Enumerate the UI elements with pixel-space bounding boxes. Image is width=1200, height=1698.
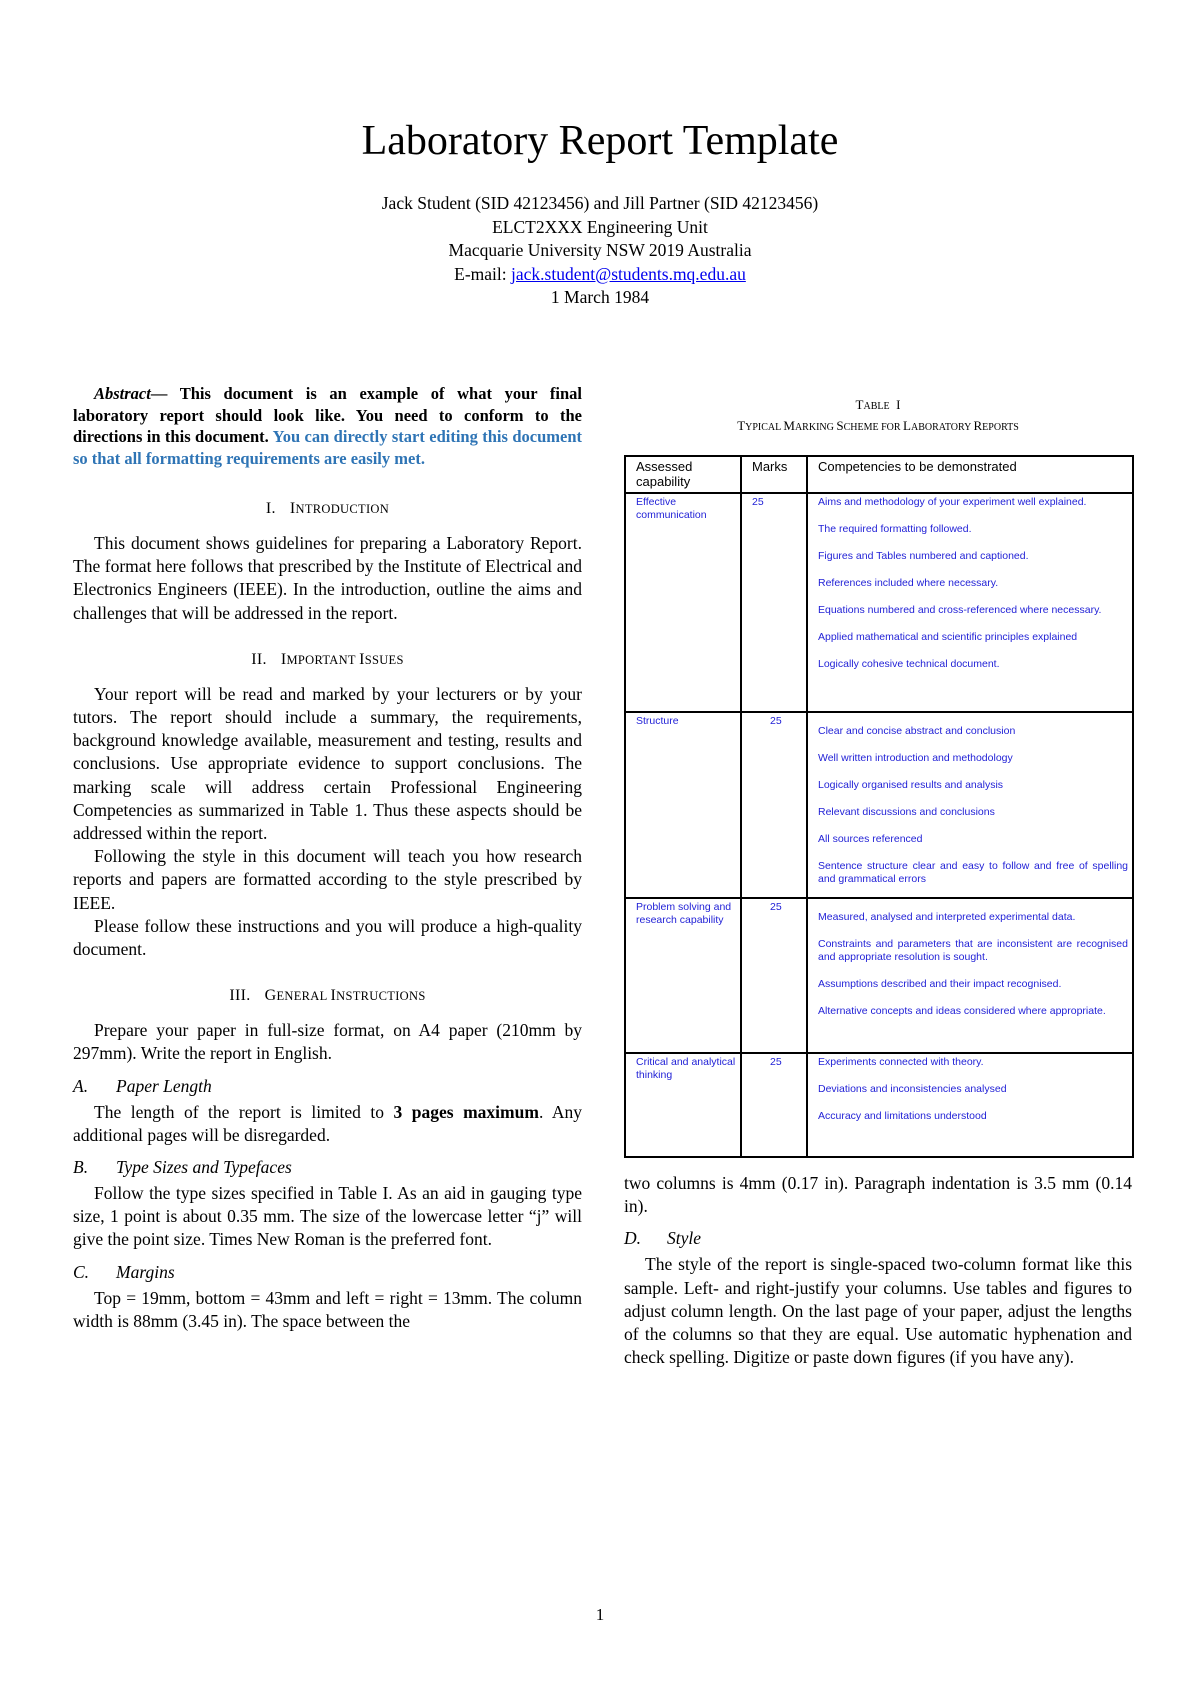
- document-title: Laboratory Report Template: [361, 118, 839, 164]
- table-row: [625, 898, 1133, 1053]
- header-assessed-capability: Assessed capability: [625, 456, 741, 493]
- competency-item: Accuracy and limitations understood: [818, 1110, 987, 1122]
- subheading-margins: C. Margins: [73, 1261, 175, 1282]
- capability-cell: Structure: [625, 712, 741, 898]
- abstract: [73, 383, 582, 469]
- subheading-style: D. Style: [624, 1228, 702, 1249]
- margins-paragraph-start: Top = 19mm, bottom = 43mm and left = right = 13mm. The column width is 88mm (3.45 in). The space between the: [73, 1287, 582, 1331]
- competencies-cell: [807, 898, 1133, 1053]
- competency-item: All sources referenced: [818, 833, 923, 845]
- competency-item: Measured, analysed and interpreted experimental data.: [818, 911, 1076, 923]
- author-names: Jack Student (SID 42123456) and Jill Partner (SID 42123456): [381, 193, 819, 213]
- capability-cell: Problem solving and research capability: [625, 898, 741, 1053]
- marking-scheme-table: [624, 455, 1134, 1158]
- competency-item: The required formatting followed.: [818, 523, 972, 535]
- section-heading-issues: II. IMPORTANT ISSUES: [251, 650, 404, 668]
- table-row: [625, 1053, 1133, 1157]
- header-competencies: Competencies to be demonstrated: [807, 456, 1133, 493]
- style-paragraph: The style of the report is single-spaced two-column format like this sample. Left- and right-justify your columns. Use tables and figures to adjust column length. On the last page of your paper, adjust the lengths of the columns so that they are equal. Use automatic hyphenation and check spelling. Digitize or paste down figures (if you have any).: [624, 1254, 1132, 1368]
- abstract-highlight: You can directly start editing this document so that all formatting requirements are easily met.: [73, 427, 582, 468]
- issues-paragraph-2: Following the style in this document will teach you how research reports and papers are formatted according to the style prescribed by IEEE.: [73, 846, 582, 913]
- table-row: [625, 493, 1133, 712]
- marks-cell: 25: [741, 712, 807, 898]
- competency-item: Constraints and parameters that are inconsistent are recognised and appropriate resolution is sought.: [818, 938, 1128, 963]
- issues-paragraph-1: Your report will be read and marked by your lecturers or by your tutors. The report should include a summary, the requirements, background knowledge available, measurement and testing, results and conclusions. Use appropriate evidence to support conclusions. The marking scale will address certain Professional Engineering Competencies as summarized in Table 1. Thus these aspects should be addressed within the report.: [73, 683, 582, 844]
- header-marks: Marks: [741, 456, 807, 493]
- competency-item: References included where necessary.: [818, 577, 999, 589]
- affiliation: Macquarie University NSW 2019 Australia: [448, 240, 752, 260]
- subheading-type-sizes: B. Type Sizes and Typefaces: [73, 1157, 292, 1178]
- competency-item: Well written introduction and methodology: [818, 752, 1013, 764]
- competency-item: Experiments connected with theory.: [818, 1056, 984, 1068]
- abstract-text: This document is an example of what your final laboratory report should look like. You need to conform to the directions in this document.: [73, 384, 583, 446]
- competency-item: Figures and Tables numbered and captioned.: [818, 550, 1029, 562]
- page-limit-bold: 3 pages maximum: [393, 1101, 539, 1122]
- issues-paragraph-3: Please follow these instructions and you will produce a high-quality document.: [73, 915, 582, 960]
- author-block: [0, 192, 1200, 310]
- competency-item: Clear and concise abstract and conclusion: [818, 725, 1016, 737]
- email-line: [0, 263, 1200, 287]
- competency-item: Equations numbered and cross-referenced where necessary.: [818, 604, 1102, 616]
- competencies-cell: [807, 712, 1133, 898]
- margins-paragraph-continued: two columns is 4mm (0.17 in). Paragraph indentation is 3.5 mm (0.14 in).: [624, 1173, 1132, 1217]
- general-paragraph: Prepare your paper in full-size format, on A4 paper (210mm by 297mm). Write the report in English.: [73, 1020, 582, 1064]
- competency-item: Alternative concepts and ideas considered where appropriate.: [818, 1005, 1106, 1017]
- marks-cell: 25: [741, 898, 807, 1053]
- left-column: [73, 383, 582, 1333]
- competencies-cell: [807, 493, 1133, 712]
- email-link[interactable]: jack.student@students.mq.edu.au: [511, 263, 746, 284]
- marks-cell: 25: [741, 493, 807, 712]
- section-heading-intro: I. INTRODUCTION: [265, 500, 390, 517]
- section-heading-general: III. GENERAL INSTRUCTIONS: [229, 987, 426, 1005]
- capability-cell: Effective communication: [625, 493, 741, 712]
- capability-cell: Critical and analytical thinking: [625, 1053, 741, 1157]
- intro-paragraph: This document shows guidelines for preparing a Laboratory Report. The format here follows that prescribed by the Institute of Electrical and Electronics Engineers (IEEE). In the introduction, outline the aims and challenges that will be addressed in the report.: [73, 533, 582, 623]
- paper-length-paragraph: The length of the report is limited to 3 pages maximum. Any additional pages will be disregarded.: [73, 1101, 582, 1145]
- table-caption: TYPICAL MARKING SCHEME FOR LABORATORY REPORTS: [737, 418, 1019, 433]
- table-header-row: [625, 456, 1133, 493]
- competency-item: Logically cohesive technical document.: [818, 658, 1000, 670]
- competency-item: Aims and methodology of your experiment well explained.: [818, 496, 1087, 508]
- competency-item: Logically organised results and analysis: [818, 779, 1004, 791]
- marks-cell: 25: [741, 1053, 807, 1157]
- subheading-paper-length: A. Paper Length: [73, 1075, 212, 1096]
- competency-item: Assumptions described and their impact recognised.: [818, 978, 1062, 990]
- right-column: [624, 396, 1132, 1369]
- table-label: TABLE I: [855, 397, 901, 412]
- type-sizes-paragraph: Follow the type sizes specified in Table I. As an aid in gauging type size, 1 point is about 0.35 mm. The size of the lowercase letter “j” will give the point size. Times New Roman is the preferred font.: [73, 1183, 582, 1250]
- competency-item: Relevant discussions and conclusions: [818, 806, 995, 818]
- table-row: [625, 712, 1133, 898]
- competency-item: Applied mathematical and scientific principles explained: [818, 631, 1078, 643]
- competency-item: Deviations and inconsistencies analysed: [818, 1083, 1007, 1095]
- page-number: 1: [595, 1605, 605, 1624]
- unit-name: ELCT2XXX Engineering Unit: [492, 216, 708, 237]
- competency-item: Sentence structure clear and easy to follow and free of spelling and grammatical errors: [818, 860, 1128, 885]
- abstract-lead: Abstract: [94, 384, 151, 403]
- report-date: 1 March 1984: [550, 287, 650, 307]
- abstract-dash: —: [150, 384, 180, 403]
- email-label: E-mail:: [454, 263, 512, 284]
- competencies-cell: [807, 1053, 1133, 1157]
